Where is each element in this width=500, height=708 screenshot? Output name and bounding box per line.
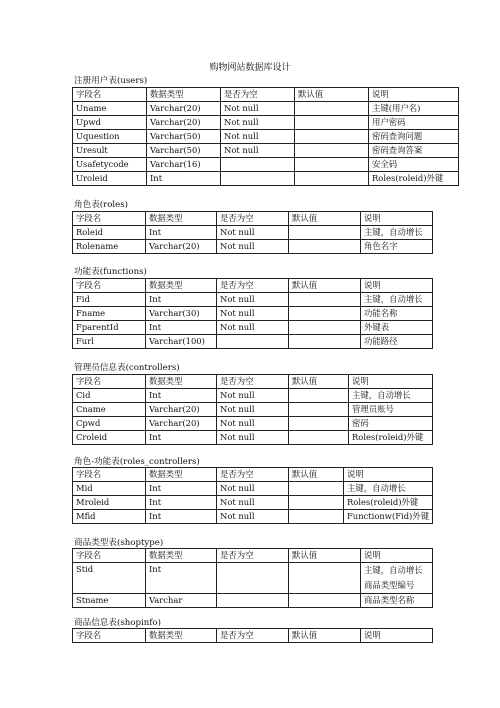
table-cell: Varchar(20): [147, 102, 221, 116]
table-row: [73, 335, 433, 349]
table-cell: Int: [146, 482, 217, 496]
table-cell: Roleid: [73, 226, 146, 240]
column-header: 是否为空: [217, 212, 289, 226]
column-header: 是否为空: [217, 549, 289, 563]
header-row: [73, 375, 433, 389]
table-cell: Croleid: [73, 431, 146, 445]
table-cell: Int: [146, 496, 217, 510]
column-header: 是否为空: [217, 375, 289, 389]
table-cell: 功能路径: [361, 335, 433, 349]
table-cell: Int: [146, 563, 217, 594]
table-cell: [217, 335, 289, 349]
cell-line: 主键，自动增长: [364, 565, 423, 575]
table-row: [73, 389, 433, 403]
header-row: [73, 88, 459, 102]
table-shopinfo: [72, 628, 433, 643]
table-cell: 用户密码: [369, 116, 459, 130]
table-row: [73, 482, 433, 496]
table-cell: Mroleid: [73, 496, 146, 510]
table-row: [73, 321, 433, 335]
table-cell: [289, 417, 349, 431]
column-header: 说明: [361, 212, 433, 226]
table-cell: [289, 335, 361, 349]
column-header: 说明: [361, 279, 433, 293]
table-cell: Stid: [73, 563, 146, 594]
table-cell: Upwd: [73, 116, 147, 130]
table-cell: [295, 102, 369, 116]
column-header: 说明: [349, 375, 433, 389]
table-cell: [217, 594, 289, 608]
table-cell: [295, 158, 369, 172]
header-row: [73, 212, 433, 226]
table-cell: [295, 116, 369, 130]
table-roles: [72, 211, 433, 254]
table-cell: [295, 130, 369, 144]
table-cell: Int: [146, 431, 217, 445]
table-cell: [217, 563, 289, 594]
table-cell: Fid: [73, 293, 146, 307]
column-header: 字段名: [73, 468, 146, 482]
table-cell: Not null: [217, 307, 289, 321]
table-cell: Varchar(16): [147, 158, 221, 172]
table-cell: [221, 172, 295, 186]
table-row: [73, 293, 433, 307]
table-cell: [289, 496, 344, 510]
table-cell: Not null: [217, 293, 289, 307]
column-header: 字段名: [73, 212, 146, 226]
table-cell: Int: [146, 321, 217, 335]
table-cell: Functionw(Fid)外键: [344, 510, 433, 524]
table-row: [73, 417, 433, 431]
table-functions: [72, 278, 433, 349]
cell-line: 商品类型编号: [364, 580, 415, 590]
table-cell: Not null: [221, 144, 295, 158]
table-cell: 主键(用户名): [369, 102, 459, 116]
table-cell: Not null: [217, 482, 289, 496]
table-cell: [295, 172, 369, 186]
table-cell: Usafetycode: [73, 158, 147, 172]
table-cell: Int: [146, 293, 217, 307]
table-cell: Fname: [73, 307, 146, 321]
table-cell: Varchar(50): [147, 130, 221, 144]
column-header: 数据类型: [146, 212, 217, 226]
table-cell: Not null: [217, 431, 289, 445]
table-cell: 外键表: [361, 321, 433, 335]
table-row: [73, 226, 433, 240]
table-cell: Cpwd: [73, 417, 146, 431]
table-cell: 角色名字: [361, 240, 433, 254]
column-header: 默认值: [289, 549, 361, 563]
table-row: [73, 510, 433, 524]
section-title-shopinfo: 商品信息表(shopinfo): [74, 618, 161, 628]
table-row: [73, 240, 433, 254]
column-header: 数据类型: [146, 549, 217, 563]
table-cell: Cid: [73, 389, 146, 403]
table-cell: [295, 144, 369, 158]
table-row: [73, 594, 433, 608]
table-cell: Not null: [221, 102, 295, 116]
table-cell: [289, 389, 349, 403]
table-cell: [289, 563, 361, 594]
table-cell: 安全码: [369, 158, 459, 172]
table-row: [73, 144, 459, 158]
header-row: [73, 468, 433, 482]
table-cell: 密码查询答案: [369, 144, 459, 158]
column-header: 是否为空: [217, 629, 289, 643]
column-header: 默认值: [289, 279, 361, 293]
table-cell: 主键，自动增长: [344, 482, 433, 496]
table-row: [73, 116, 459, 130]
column-header: 数据类型: [146, 468, 217, 482]
table-cell: Furl: [73, 335, 146, 349]
table-cell: Int: [146, 226, 217, 240]
table-cell: Uname: [73, 102, 147, 116]
table-row: [73, 307, 433, 321]
table-cell: Not null: [217, 389, 289, 403]
column-header: 字段名: [73, 279, 146, 293]
table-cell: Roles(roleid)外键: [344, 496, 433, 510]
column-header: 数据类型: [147, 88, 221, 102]
column-header: 说明: [369, 88, 459, 102]
table-cell: 功能名称: [361, 307, 433, 321]
table-cell: Not null: [217, 510, 289, 524]
table-cell: Cname: [73, 403, 146, 417]
table-cell: Not null: [217, 226, 289, 240]
column-header: 说明: [361, 629, 433, 643]
table-cell: 密码查询问题: [369, 130, 459, 144]
table-cell: Uresult: [73, 144, 147, 158]
table-cell: [361, 563, 433, 594]
table-cell: Varchar(20): [146, 403, 217, 417]
table-cell: 主键，自动增长: [349, 389, 433, 403]
table-row: [73, 158, 459, 172]
table-cell: [289, 594, 361, 608]
column-header: 默认值: [295, 88, 369, 102]
header-row: [73, 549, 433, 563]
table-cell: Uquestion: [73, 130, 147, 144]
table-cell: Varchar: [146, 594, 217, 608]
section-title-roles: 角色表(roles): [74, 200, 129, 210]
table-cell: [289, 321, 361, 335]
section-title-functions: 功能表(functions): [74, 267, 147, 277]
header-row: [73, 629, 433, 643]
header-row: [73, 279, 433, 293]
column-header: 数据类型: [146, 279, 217, 293]
column-header: 是否为空: [217, 468, 289, 482]
table-cell: [289, 510, 344, 524]
table-cell: 商品类型名称: [361, 594, 433, 608]
table-cell: [289, 226, 361, 240]
table-cell: [289, 403, 349, 417]
table-cell: Int: [146, 389, 217, 403]
table-cell: Varchar(50): [147, 144, 221, 158]
column-header: 数据类型: [146, 629, 217, 643]
column-header: 是否为空: [217, 279, 289, 293]
table-shoptype: [72, 548, 433, 608]
section-title-shoptype: 商品类型表(shoptype): [74, 538, 164, 548]
table-row: [73, 130, 459, 144]
column-header: 字段名: [73, 549, 146, 563]
section-title-roles-controllers: 角色-功能表(roles_controllers): [74, 457, 200, 467]
column-header: 字段名: [73, 629, 146, 643]
table-cell: Not null: [221, 130, 295, 144]
table-cell: Not null: [217, 403, 289, 417]
table-row: [73, 496, 433, 510]
table-cell: 主键，自动增长: [361, 226, 433, 240]
column-header: 默认值: [289, 375, 349, 389]
table-row: [73, 172, 459, 186]
table-cell: 主键，自动增长: [361, 293, 433, 307]
table-cell: Varchar(20): [146, 240, 217, 254]
table-cell: Not null: [217, 496, 289, 510]
table-cell: Varchar(20): [146, 417, 217, 431]
table-cell: Uroleid: [73, 172, 147, 186]
table-cell: Not null: [221, 116, 295, 130]
table-cell: Int: [147, 172, 221, 186]
table-cell: Roles(roleid)外键: [369, 172, 459, 186]
table-row: [73, 403, 433, 417]
table-cell: [289, 431, 349, 445]
table-row: [73, 563, 433, 594]
table-row: [73, 431, 433, 445]
table-cell: Rolename: [73, 240, 146, 254]
table-row: [73, 102, 459, 116]
table-roles-controllers: [72, 467, 433, 524]
table-cell: Int: [146, 510, 217, 524]
table-cell: [289, 293, 361, 307]
table-cell: Varchar(30): [146, 307, 217, 321]
column-header: 默认值: [289, 629, 361, 643]
document-title: 购物网站数据库设计: [209, 63, 291, 73]
table-cell: Varchar(100): [146, 335, 217, 349]
column-header: 说明: [344, 468, 433, 482]
column-header: 是否为空: [221, 88, 295, 102]
table-cell: [289, 307, 361, 321]
column-header: 字段名: [73, 375, 146, 389]
column-header: 数据类型: [146, 375, 217, 389]
column-header: 默认值: [289, 468, 344, 482]
table-controllers: [72, 374, 433, 445]
table-cell: Not null: [217, 321, 289, 335]
table-cell: Roles(roleid)外键: [349, 431, 433, 445]
table-cell: FparentId: [73, 321, 146, 335]
section-title-controllers: 管理员信息表(controllers): [74, 363, 180, 373]
table-cell: Mfid: [73, 510, 146, 524]
table-cell: 管理员账号: [349, 403, 433, 417]
section-title-users: 注册用户表(users): [74, 76, 148, 86]
column-header: 说明: [361, 549, 433, 563]
table-cell: Not null: [217, 417, 289, 431]
table-cell: 密码: [349, 417, 433, 431]
table-cell: [289, 482, 344, 496]
table-cell: [221, 158, 295, 172]
table-cell: [289, 240, 361, 254]
table-cell: Not null: [217, 240, 289, 254]
table-cell: Mid: [73, 482, 146, 496]
table-users: [72, 87, 459, 186]
table-cell: Varchar(20): [147, 116, 221, 130]
table-cell: Stname: [73, 594, 146, 608]
column-header: 默认值: [289, 212, 361, 226]
column-header: 字段名: [73, 88, 147, 102]
